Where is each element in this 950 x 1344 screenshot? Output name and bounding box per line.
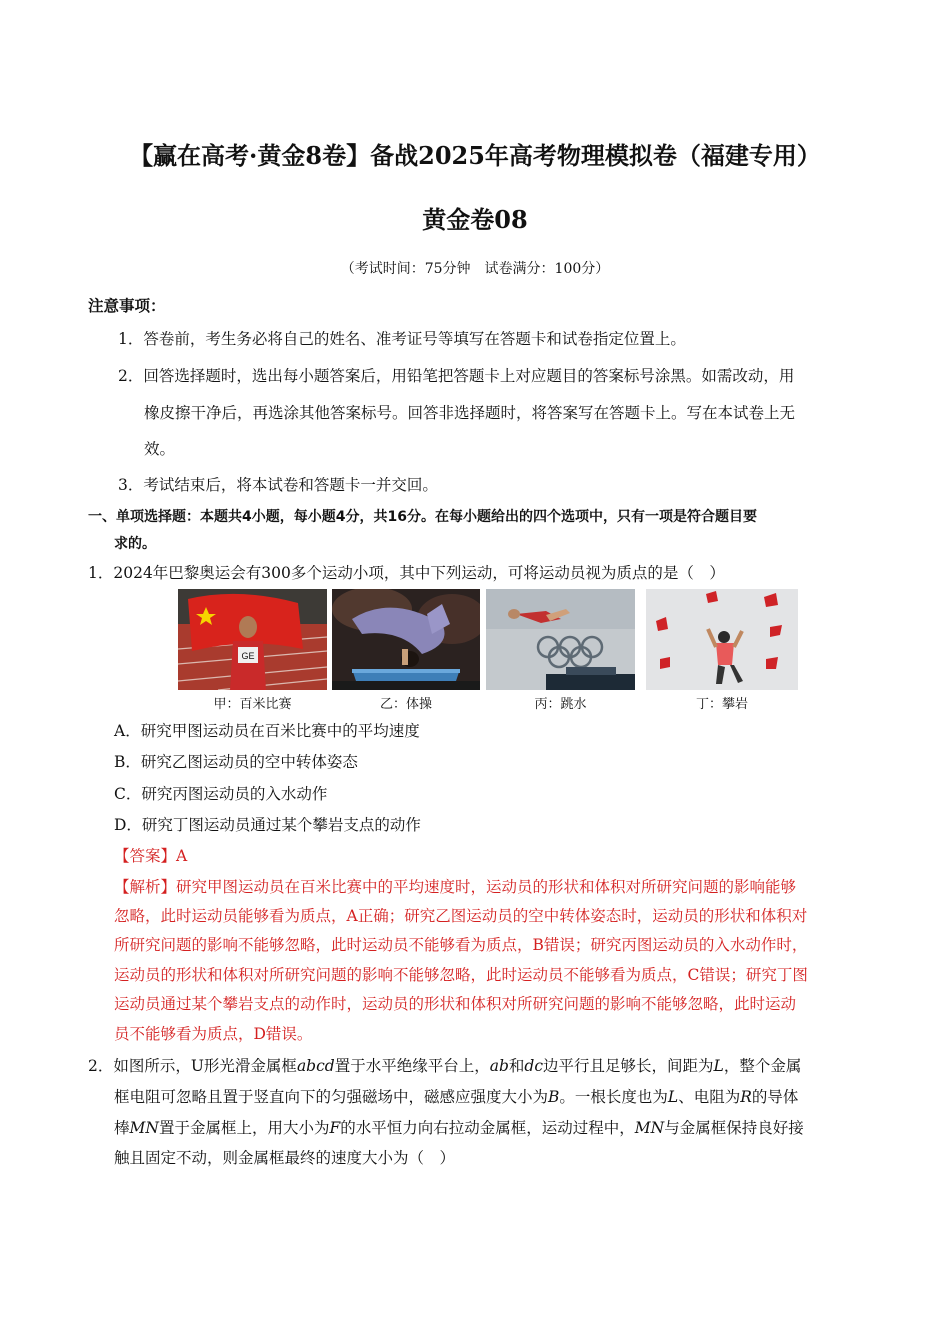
option-c: C．研究丙图运动员的入水动作 [114, 785, 328, 803]
answer-label: 【答案】A [114, 847, 188, 865]
analysis-line-2: 忽略，此时运动员能够看为质点，A正确；研究乙图运动员的空中转体姿态时，运动员的形状和体积对 [114, 907, 808, 925]
notice-item-2-cont2: 效。 [144, 440, 176, 458]
photo-gymnastics [332, 589, 480, 690]
option-b: B．研究乙图运动员的空中转体姿态 [114, 753, 358, 771]
option-a: A．研究甲图运动员在百米比赛中的平均速度 [114, 722, 420, 740]
caption-diving: 丙：跳水 [534, 697, 587, 712]
section-heading-cont: 求的。 [114, 536, 156, 552]
photo-bib-text: GE [241, 651, 255, 661]
question-2-line-2: 框电阻可忽略且置于竖直向下的匀强磁场中，磁感应强度大小为B。一根长度也为L、电阻为R的导体 [114, 1088, 799, 1106]
question-2-line-1: 2．如图所示，U形光滑金属框abcd置于水平绝缘平台上，ab和dc边平行且足够长，间距为L，整个金属 [88, 1057, 802, 1075]
paper-subtitle: 黄金卷08 [422, 205, 528, 234]
question-1-stem: 1．2024年巴黎奥运会有300多个运动小项，其中下列运动，可将运动员视为质点的是（ ） [88, 564, 725, 582]
analysis-line-1: 【解析】研究甲图运动员在百米比赛中的平均速度时，运动员的形状和体积对所研究问题的影响能够 [114, 878, 797, 896]
photo-climbing [646, 589, 798, 690]
caption-gymnastics: 乙：体操 [379, 697, 432, 712]
option-d: D．研究丁图运动员通过某个攀岩支点的动作 [114, 816, 421, 834]
analysis-line-5: 运动员通过某个攀岩支点的动作时，运动员的形状和体积对所研究问题的影响不能够忽略，此时运动 [114, 995, 797, 1013]
question-2-line-4: 触且固定不动，则金属框最终的速度大小为（ ） [114, 1149, 456, 1167]
notice-item-3: 3．考试结束后，将本试卷和答题卡一并交回。 [118, 476, 438, 494]
exam-title: 【赢在高考·黄金8卷】备战2025年高考物理模拟卷（福建专用） [129, 141, 821, 170]
exam-info: （考试时间：75分钟 试卷满分：100分） [340, 261, 610, 277]
analysis-line-3: 所研究问题的影响不能够忽略，此时运动员不能够看为质点，B错误；研究丙图运动员的入水动作时， [114, 936, 808, 954]
caption-sprint: 甲：百米比赛 [213, 697, 292, 712]
caption-climbing: 丁：攀岩 [695, 697, 748, 712]
question-2-line-3: 棒MN置于金属框上，用大小为F的水平恒力向右拉动金属框，运动过程中，MN与金属框保持良好接 [114, 1119, 804, 1137]
section-heading: 一、单项选择题：本题共4小题，每小题4分，共16分。在每小题给出的四个选项中，只有一项是符合题目要 [88, 509, 757, 525]
analysis-line-6: 员不能够看为质点，D错误。 [114, 1025, 313, 1043]
notice-item-1: 1．答卷前，考生务必将自己的姓名、准考证号等填写在答题卡和试卷指定位置上。 [118, 330, 686, 348]
notice-heading: 注意事项： [88, 296, 166, 315]
analysis-line-4: 运动员的形状和体积对所研究问题的影响不能够忽略，此时运动员不能够看为质点，C错误；研究丁图 [114, 966, 808, 984]
notice-item-2-cont: 橡皮擦干净后，再选涂其他答案标号。回答非选择题时，将答案写在答题卡上。写在本试卷上无 [144, 404, 796, 422]
notice-item-2: 2．回答选择题时，选出每小题答案后，用铅笔把答题卡上对应题目的答案标号涂黑。如需改动，用 [118, 367, 795, 385]
photo-diving [486, 589, 635, 690]
photo-sprint [178, 589, 327, 690]
